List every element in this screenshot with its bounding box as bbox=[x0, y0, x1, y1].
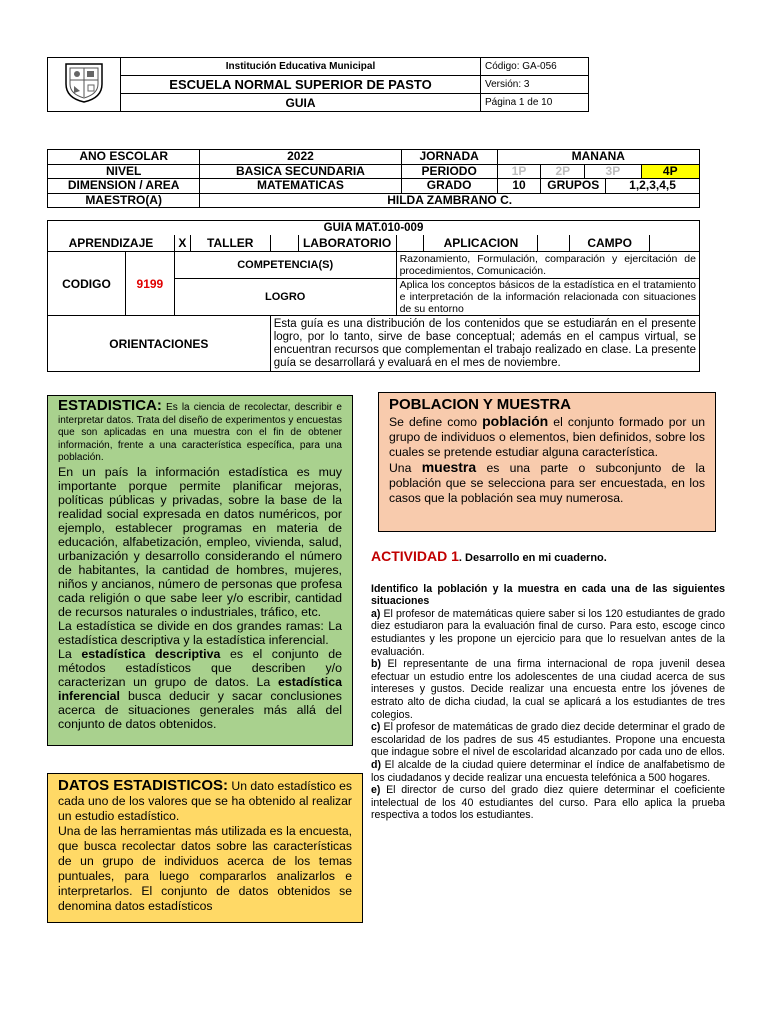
nivel-value: BASICA SECUNDARIA bbox=[200, 164, 401, 179]
descriptiva-term: estadística descriptiva bbox=[81, 646, 221, 661]
grupos-value: 1,2,3,4,5 bbox=[606, 179, 700, 194]
actividad-item-b bbox=[371, 658, 725, 721]
document-header bbox=[47, 57, 589, 112]
estadistica-p4-e: busca deducir y sacar conclusiones acerca de situaciones generales más allá del conjunto de datos obtenidos. bbox=[58, 688, 342, 731]
datos-p1 bbox=[58, 778, 352, 824]
inferencial-term: estadística inferencial bbox=[58, 674, 342, 703]
campo-label: CAMPO bbox=[570, 235, 650, 252]
item-text: El director de curso del grado diez quiere determinar el coeficiente intelectual de los 40 estudiantes del curso. Para ello aplica la prueba respectiva a todos los estudiantes. bbox=[371, 784, 725, 822]
laboratorio-label: LABORATORIO bbox=[298, 235, 396, 252]
period-4: 4P bbox=[641, 164, 699, 179]
jornada-label: JORNADA bbox=[401, 150, 497, 165]
datos-p1-text: Un dato estadístico es cada uno de los valores que se ha obtenido al realizar un estudio estadístico. bbox=[58, 779, 352, 823]
actividad-item-e bbox=[371, 784, 725, 822]
item-letter: c) bbox=[371, 721, 381, 734]
period-2: 2P bbox=[541, 164, 585, 179]
jornada-value: MANANA bbox=[497, 150, 699, 165]
orientaciones-label: ORIENTACIONES bbox=[48, 316, 271, 372]
codigo-value: 9199 bbox=[125, 252, 174, 316]
grado-value: 10 bbox=[497, 179, 541, 194]
school-name-cell bbox=[121, 76, 481, 94]
guide-title: GUIA MAT.010-009 bbox=[48, 221, 700, 235]
version-cell: Versión: 3 bbox=[481, 76, 589, 94]
estadistica-p4-c: es el conjunto de métodos estadísticos que describen y/o caracterizan un grupo de datos. La bbox=[58, 646, 342, 689]
institution-line1: Institución Educativa Municipal bbox=[225, 61, 376, 72]
ano-escolar-label: ANO ESCOLAR bbox=[48, 150, 200, 165]
period-1: 1P bbox=[497, 164, 541, 179]
logro-text: Aplica los conceptos básicos de la estadística en el tratamiento e interpretación de la información relacionada con situaciones de su entorno bbox=[396, 279, 699, 316]
taller-label: TALLER bbox=[190, 235, 270, 252]
actividad-item-a bbox=[371, 608, 725, 658]
estadistica-p4-a: La bbox=[58, 646, 82, 661]
poblacion-p1-c: el conjunto formado por un grupo de individuos o elementos, bien definidos, sobre los cuales se pretende estudiar alguna característica. bbox=[389, 415, 705, 459]
item-text: El representante de una firma internacional de ropa juvenil desea efectuar un estudio entre los adolescentes de una ciudad acerca de sus intereses y gustos. Decide realizar una encuesta entre los jóvenes de estrato alto de dicha ciudad, la cual se aplicará a los estudiantes de tres colegios. bbox=[371, 658, 725, 721]
estadistica-p4 bbox=[58, 647, 342, 731]
poblacion-p2 bbox=[389, 460, 705, 506]
maestro-value: HILDA ZAMBRANO C. bbox=[200, 193, 700, 208]
info-table bbox=[47, 149, 700, 208]
school-name: ESCUELA NORMAL SUPERIOR DE PASTO bbox=[169, 77, 432, 92]
competencia-label: COMPETENCIA(S) bbox=[174, 252, 396, 279]
page-cell: Página 1 de 10 bbox=[481, 94, 589, 112]
estadistica-box bbox=[47, 395, 353, 746]
doc-type-cell: GUIA bbox=[121, 94, 481, 112]
aprendizaje-label: APRENDIZAJE bbox=[48, 235, 175, 252]
logro-label: LOGRO bbox=[174, 279, 396, 316]
item-text: El alcalde de la ciudad quiere determinar el índice de analfabetismo de los ciudadanos y decide realizar una encuesta telefónica a 500 hogares. bbox=[371, 758, 725, 784]
codigo-label: CODIGO bbox=[48, 252, 126, 316]
poblacion-p1-a: Se define como bbox=[389, 415, 483, 429]
periodo-label: PERIODO bbox=[401, 164, 497, 179]
item-text: El profesor de matemáticas de grado diez decide determinar el grado de escolaridad de los padres de sus 45 estudiantes. Propone una encuesta que indague sobre el nivel de escolaridad alcanzado por cada uno de ellos. bbox=[371, 721, 726, 759]
estadistica-intro: Es la ciencia de recolectar, describir e interpretar datos. Trata del diseño de experimentos y encuestas que son aplicadas en una muestra con el fin de obtener información, frente a una característica específica, para una población. bbox=[58, 402, 342, 463]
period-3: 3P bbox=[585, 164, 641, 179]
actividad-subtitle: . Desarrollo en mi cuaderno. bbox=[458, 552, 607, 564]
item-letter: e) bbox=[371, 784, 381, 797]
code-cell: Código: GA-056 bbox=[481, 58, 589, 76]
maestro-label: MAESTRO(A) bbox=[48, 193, 200, 208]
actividad-title: ACTIVIDAD 1 bbox=[371, 548, 459, 564]
actividad-item-d bbox=[371, 759, 725, 784]
aprendizaje-mark: X bbox=[174, 235, 190, 252]
institution-cell bbox=[121, 58, 481, 76]
orientaciones-text: Esta guía es una distribución de los contenidos que se estudiarán en el presente logro, por lo tanto, sirve de base conceptual; además en el campus virtual, se encuentran recursos que complementan el trabajo realizado en clase. La presente guía se desarrollará y evaluará en el mes de noviembre. bbox=[270, 316, 699, 372]
poblacion-title: POBLACION Y MUESTRA bbox=[389, 396, 571, 413]
grado-label: GRADO bbox=[401, 179, 497, 194]
actividad-heading bbox=[371, 550, 725, 565]
estadistica-p3: La estadística se divide en dos grandes ramas: La estadística descriptiva y la estadística inferencial. bbox=[58, 618, 342, 647]
poblacion-term: población bbox=[482, 413, 549, 429]
estadistica-p2: En un país la información estadística es muy importante porque permite planificar mejoras, políticas públicas y privadas, sobre la base de la realidad social expresada en datos numéricos, por ejemplo, establecer programas en materia de educación, alfabetización, empleo, vivienda, salud, urbanización y desarrollo considerando el número de habitantes, la cantidad de hombres, mujeres, niños y ancianos, número de personas que profesa cada religión o que sabe leer y/o escribir, cantidad de recursos naturales o industriales, tráfico, etc. bbox=[58, 464, 342, 619]
datos-title: DATOS ESTADISTICOS: bbox=[58, 777, 229, 794]
poblacion-p2-a: Una bbox=[389, 461, 422, 475]
school-logo bbox=[48, 58, 121, 112]
actividad-item-c bbox=[371, 721, 725, 759]
ano-escolar-value: 2022 bbox=[200, 150, 401, 165]
laboratorio-box bbox=[396, 235, 424, 252]
aplicacion-label: APLICACION bbox=[424, 235, 538, 252]
school-crest-icon bbox=[62, 60, 106, 104]
grupos-label: GRUPOS bbox=[541, 179, 606, 194]
taller-box bbox=[270, 235, 298, 252]
guide-table bbox=[47, 220, 700, 372]
campo-box bbox=[650, 235, 700, 252]
poblacion-box bbox=[378, 392, 716, 532]
datos-p2: Una de las herramientas más utilizada es la encuesta, que busca recolectar datos sobre las características de un grupo de individuos acerca de los temas puntuales, para luego compararlos analizarlos e interpretarlos. El conjunto de datos obtenidos se denomina datos estadísticos bbox=[58, 824, 352, 913]
aplicacion-box bbox=[538, 235, 570, 252]
datos-box bbox=[47, 773, 363, 923]
item-letter: d) bbox=[371, 758, 381, 771]
poblacion-p2-c: es una parte o subconjunto de la población que se selecciona para ser encuestada, en los casos que la población sea muy numerosa. bbox=[389, 461, 705, 505]
dimension-value: MATEMATICAS bbox=[200, 179, 401, 194]
competencia-text: Razonamiento, Formulación, comparación y ejercitación de procedimientos, Comunicación. bbox=[396, 252, 699, 279]
muestra-term: muestra bbox=[421, 459, 477, 475]
nivel-label: NIVEL bbox=[48, 164, 200, 179]
actividad-instruction: Identifico la población y la muestra en cada una de las siguientes situaciones bbox=[371, 582, 725, 608]
dimension-label: DIMENSION / AREA bbox=[48, 179, 200, 194]
item-text: El profesor de matemáticas quiere saber si los 120 estudiantes de grado diez estudiaron para la evaluación final de curso. Para esto, escoge cinco estudiantes y les propone un ejercicio para que lo resuelvan antes de la evaluación. bbox=[371, 607, 726, 658]
estadistica-title: ESTADISTICA: bbox=[58, 397, 162, 414]
poblacion-p1 bbox=[389, 414, 705, 460]
actividad-section bbox=[371, 550, 725, 822]
item-letter: a) bbox=[371, 607, 381, 620]
item-letter: b) bbox=[371, 658, 381, 671]
